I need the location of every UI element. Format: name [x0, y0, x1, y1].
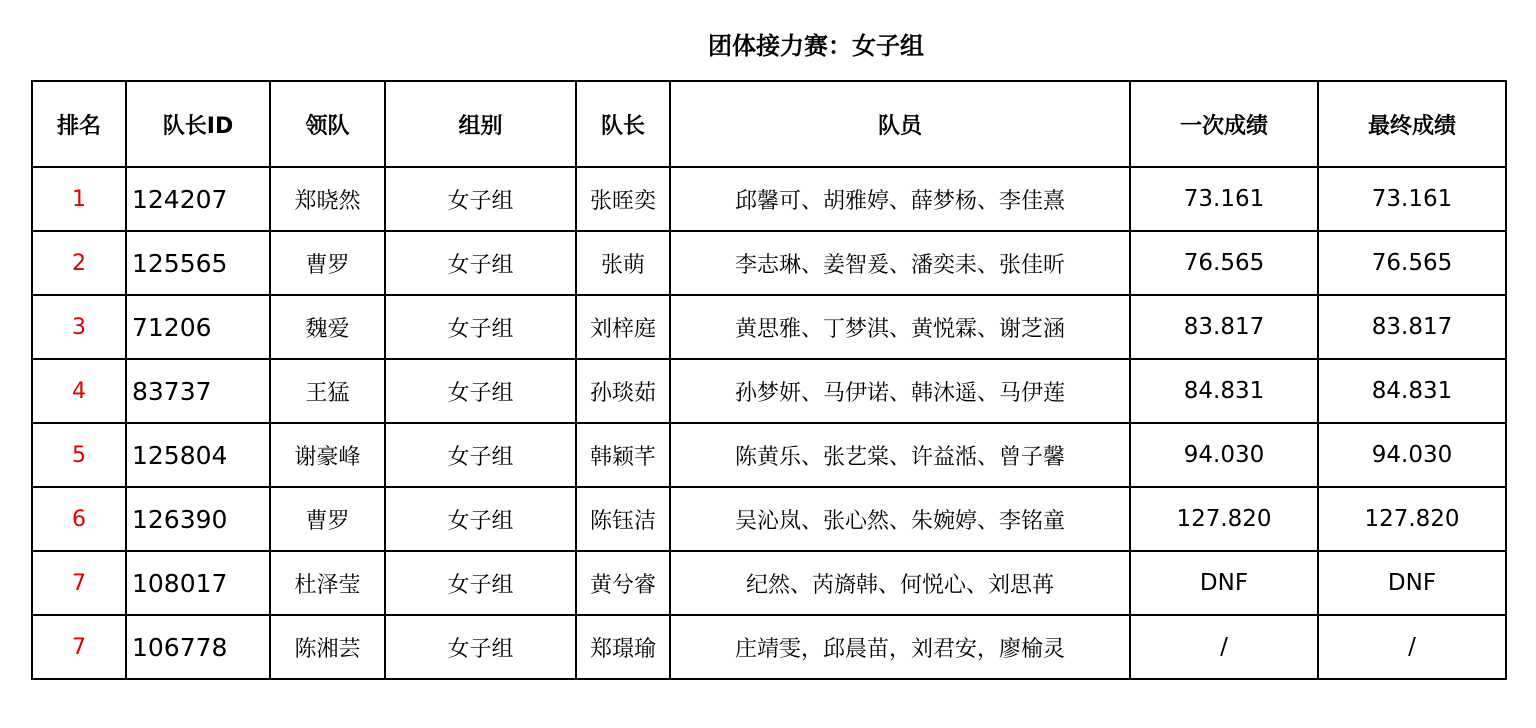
first-score-cell: 76.565 — [1130, 231, 1318, 295]
header-members: 队员 — [670, 81, 1130, 167]
group-cell: 女子组 — [385, 295, 576, 359]
members-cell: 庄靖雯，邱晨苗，刘君安，廖榆灵 — [670, 615, 1130, 679]
results-table — [31, 80, 1507, 680]
first-score-cell: / — [1130, 615, 1318, 679]
leader-cell: 谢豪峰 — [270, 423, 385, 487]
rank-cell: 4 — [32, 359, 126, 423]
members-cell: 邱馨可、胡雅婷、薛梦杨、李佳熹 — [670, 167, 1130, 231]
captain-cell: 刘梓庭 — [576, 295, 670, 359]
leader-cell: 杜泽莹 — [270, 551, 385, 615]
header-captain: 队长 — [576, 81, 670, 167]
final-score-cell: DNF — [1318, 551, 1506, 615]
leader-cell: 曹罗 — [270, 487, 385, 551]
captain-id-cell: 125565 — [126, 231, 270, 295]
final-score-cell: 73.161 — [1318, 167, 1506, 231]
rank-cell: 7 — [32, 551, 126, 615]
leader-cell: 王猛 — [270, 359, 385, 423]
members-cell: 李志琳、姜智爰、潘奕耒、张佳昕 — [670, 231, 1130, 295]
group-cell: 女子组 — [385, 359, 576, 423]
final-score-cell: 127.820 — [1318, 487, 1506, 551]
rank-cell: 2 — [32, 231, 126, 295]
members-cell: 纪然、芮旖韩、何悦心、刘思苒 — [670, 551, 1130, 615]
rank-cell: 1 — [32, 167, 126, 231]
rank-cell: 3 — [32, 295, 126, 359]
rank-cell: 7 — [32, 615, 126, 679]
first-score-cell: DNF — [1130, 551, 1318, 615]
leader-cell: 陈湘芸 — [270, 615, 385, 679]
table-row — [32, 423, 1506, 487]
captain-id-cell: 83737 — [126, 359, 270, 423]
table-row — [32, 167, 1506, 231]
captain-cell: 陈钰洁 — [576, 487, 670, 551]
table-row — [32, 295, 1506, 359]
final-score-cell: 76.565 — [1318, 231, 1506, 295]
header-rank: 排名 — [32, 81, 126, 167]
group-cell: 女子组 — [385, 167, 576, 231]
group-cell: 女子组 — [385, 423, 576, 487]
final-score-cell: 94.030 — [1318, 423, 1506, 487]
leader-cell: 郑晓然 — [270, 167, 385, 231]
captain-id-cell: 71206 — [126, 295, 270, 359]
members-cell: 黄思雅、丁梦淇、黄悦霖、谢芝涵 — [670, 295, 1130, 359]
captain-cell: 孙琰茹 — [576, 359, 670, 423]
group-cell: 女子组 — [385, 551, 576, 615]
final-score-cell: / — [1318, 615, 1506, 679]
first-score-cell: 127.820 — [1130, 487, 1318, 551]
members-cell: 吴沁岚、张心然、朱婉婷、李铭童 — [670, 487, 1130, 551]
rank-cell: 5 — [32, 423, 126, 487]
table-row — [32, 487, 1506, 551]
header-final-score: 最终成绩 — [1318, 81, 1506, 167]
captain-id-cell: 125804 — [126, 423, 270, 487]
captain-cell: 张萌 — [576, 231, 670, 295]
leader-cell: 魏爱 — [270, 295, 385, 359]
header-first-score: 一次成绩 — [1130, 81, 1318, 167]
captain-cell: 郑璟瑜 — [576, 615, 670, 679]
table-row — [32, 615, 1506, 679]
leader-cell: 曹罗 — [270, 231, 385, 295]
captain-id-cell: 106778 — [126, 615, 270, 679]
captain-cell: 黄兮睿 — [576, 551, 670, 615]
header-group: 组别 — [385, 81, 576, 167]
rank-cell: 6 — [32, 487, 126, 551]
first-score-cell: 94.030 — [1130, 423, 1318, 487]
table-title: 团体接力赛：女子组 — [708, 32, 924, 60]
captain-cell: 韩颖芊 — [576, 423, 670, 487]
table-row — [32, 551, 1506, 615]
group-cell: 女子组 — [385, 615, 576, 679]
group-cell: 女子组 — [385, 487, 576, 551]
table-row — [32, 359, 1506, 423]
captain-id-cell: 124207 — [126, 167, 270, 231]
members-cell: 陈黄乐、张艺棠、许益湉、曾子馨 — [670, 423, 1130, 487]
group-cell: 女子组 — [385, 231, 576, 295]
members-cell: 孙梦妍、马伊诺、韩沐遥、马伊莲 — [670, 359, 1130, 423]
header-row — [32, 81, 1506, 167]
captain-id-cell: 108017 — [126, 551, 270, 615]
captain-cell: 张晊奕 — [576, 167, 670, 231]
header-captain-id: 队长ID — [126, 81, 270, 167]
final-score-cell: 83.817 — [1318, 295, 1506, 359]
first-score-cell: 73.161 — [1130, 167, 1318, 231]
first-score-cell: 84.831 — [1130, 359, 1318, 423]
first-score-cell: 83.817 — [1130, 295, 1318, 359]
final-score-cell: 84.831 — [1318, 359, 1506, 423]
captain-id-cell: 126390 — [126, 487, 270, 551]
table-row — [32, 231, 1506, 295]
header-leader: 领队 — [270, 81, 385, 167]
